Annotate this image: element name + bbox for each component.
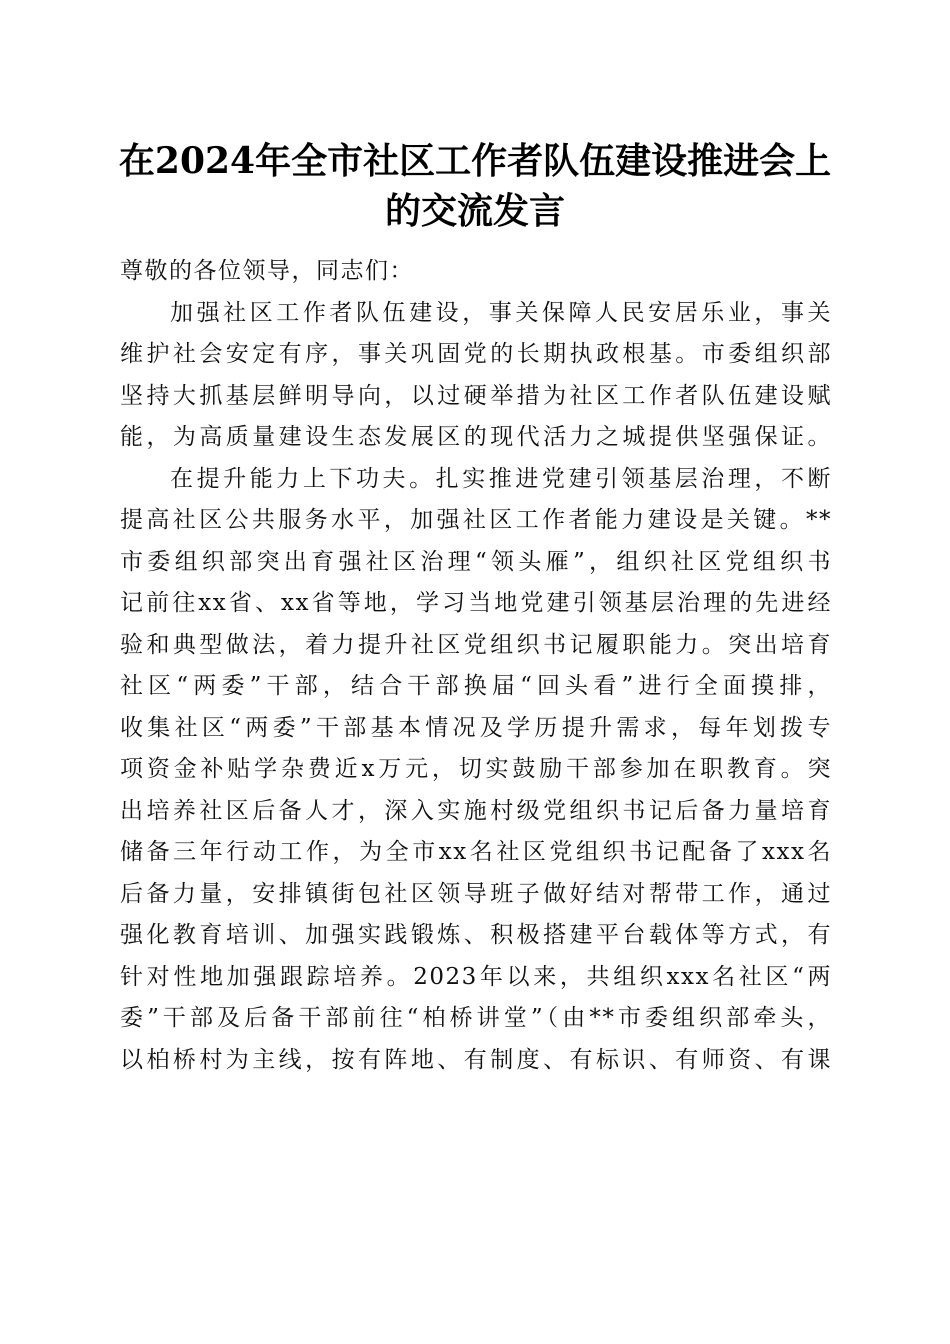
paragraph-2	[120, 459, 832, 1082]
paragraph-line: 以柏桥村为主线，按有阵地、有制度、有标识、有师资、有课	[120, 1046, 832, 1073]
paragraph-line: 坚持大抓基层鲜明导向，以过硬举措为社区工作者队伍建设赋	[120, 382, 832, 409]
paragraph-line: 能，为高质量建设生态发展区的现代活力之城提供坚强保证。	[120, 424, 832, 450]
title-line: 的交流发言	[384, 190, 565, 232]
paragraph-line: 记前往xx省、xx省等地，学习当地党建引领基层治理的先进经	[120, 590, 832, 616]
paragraph-line: 收集社区“两委”干部基本情况及学历提升需求，每年划拨专	[120, 714, 832, 741]
paragraph-line: 针对性地加强跟踪培养。2023年以来，共组织xxx名社区“两	[120, 963, 832, 990]
paragraph-line: 提高社区公共服务水平，加强社区工作者能力建设是关键。**	[120, 507, 832, 533]
paragraph-line: 维护社会安定有序，事关巩固党的长期执政根基。市委组织部	[120, 341, 832, 367]
title-line: 在2024年全市社区工作者队伍建设推进会上	[118, 140, 832, 182]
paragraph-line: 委”干部及后备干部前往“柏桥讲堂”（由**市委组织部牵头，	[120, 1005, 832, 1031]
paragraph-1	[120, 293, 832, 459]
paragraph-line: 加强社区工作者队伍建设，事关保障人民安居乐业，事关	[170, 299, 832, 326]
paragraph-line: 出培养社区后备人才，深入实施村级党组织书记后备力量培育	[120, 797, 832, 824]
paragraph-line: 后备力量，安排镇街包社区领导班子做好结对帮带工作，通过	[120, 880, 832, 907]
paragraph-line: 在提升能力上下功夫。扎实推进党建引领基层治理，不断	[170, 465, 832, 492]
greeting: 尊敬的各位领导，同志们：	[120, 258, 414, 284]
document-title	[110, 136, 840, 236]
paragraph-line: 强化教育培训、加强实践锻炼、积极搭建平台载体等方式，有	[120, 922, 832, 948]
paragraph-line: 市委组织部突出育强社区治理“领头雁”，组织社区党组织书	[120, 548, 832, 575]
paragraph-line: 项资金补贴学杂费近x万元，切实鼓励干部参加在职教育。突	[120, 756, 832, 782]
paragraph-line: 验和典型做法，着力提升社区党组织书记履职能力。突出培育	[120, 631, 832, 658]
document-body	[120, 251, 832, 1081]
paragraph-line: 储备三年行动工作，为全市xx名社区党组织书记配备了xxx名	[120, 839, 832, 865]
paragraph-line: 社区“两委”干部，结合干部换届“回头看”进行全面摸排，	[120, 673, 832, 699]
